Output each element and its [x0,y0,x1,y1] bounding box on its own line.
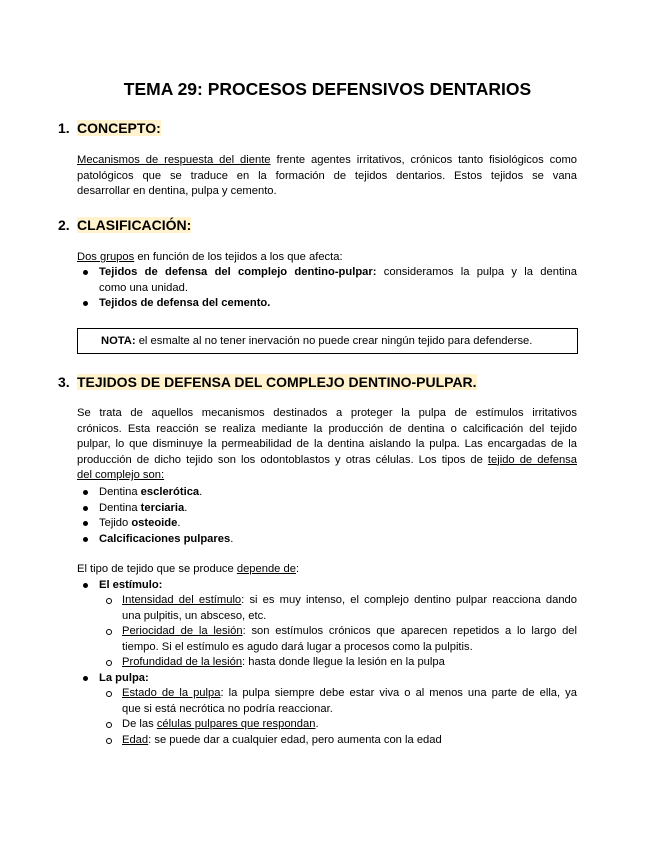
section-2-title: CLASIFICACIÓN: [77,217,192,233]
text-run: consideramos la pulpa y la dentina [376,266,577,278]
section-1-paragraph [77,153,577,200]
text-run: como una unidad. [99,281,188,294]
text-run: que si está necrótica no podría reaccionar. [122,702,333,715]
tissue-types-list [77,485,577,547]
bold-term: Tejidos de defensa del complejo dentino-pulpar: [99,266,377,278]
bold-term: esclerótica [140,486,200,498]
text-run: : hasta donde llegue la lesión en la pulpa [242,656,445,668]
underlined-term: Intensidad del estímulo [122,594,242,606]
paragraph-line: pulpar, lo que disminuye la permeabilidad de la dentina aislando la pulpa. Las encargadas de la [77,438,577,450]
bold-term: Tejidos de defensa del cemento. [99,297,271,309]
bold-term: La pulpa: [99,672,149,684]
note-box [77,328,578,354]
underlined-term: Periocidad de la lesión [122,625,243,637]
text-run: una pulpitis, un absceso, etc. [122,609,267,622]
list-item [100,593,577,624]
document-title: TEMA 29: PROCESOS DEFENSIVOS DENTARIOS [123,79,532,99]
list-item [77,501,577,517]
list-item [77,671,577,687]
section-2-number: 2. [58,217,70,233]
estimulo-sublist [100,593,577,671]
list-item [100,655,577,671]
text-run: : si es muy intenso, el complejo dentino pulpar reacciona dando [241,594,577,606]
list-item [77,532,577,548]
text-run: Tejido [99,517,132,529]
bold-term: Calcificaciones pulpares [99,532,231,545]
list-item [77,296,577,312]
section-1-heading [58,119,161,137]
text-run: . [177,517,181,529]
paragraph-line: Se trata de aquellos mecanismos destinados a proteger la pulpa de estímulos irritativos [77,407,577,419]
text-run: Dentina [99,486,141,498]
underlined-term: Mecanismos de respuesta del diente [77,154,271,166]
underlined-term: depende de [236,563,296,575]
note-text: el esmalte al no tener inervación no puede crear ningún tejido para defenderse. [135,335,533,347]
underlined-term: Dos grupos [77,251,135,263]
list-item [77,516,577,532]
list-item [77,265,577,296]
underlined-term: Edad [122,733,149,746]
text-run: : [295,563,300,575]
estimulo-list [77,578,577,594]
paragraph-line [77,468,577,484]
section-1-number: 1. [58,120,70,136]
list-item [77,578,577,594]
text-run: . [230,532,234,545]
underlined-term: tejido de defensa [487,453,577,466]
section-3-number: 3. [58,374,70,390]
paragraph-line: patológicos que se traduce en la formación de tejidos dentarios. Estos tejidos se vana [77,169,577,182]
underlined-term: células pulpares que respondan [156,718,316,730]
underlined-term: del complejo son: [77,469,165,481]
underlined-term: Estado de la pulpa [122,687,221,699]
text-run: producción de dicho tejido son los odontoblastos y otras células. Los tipos de [77,453,488,466]
list-item [100,686,577,717]
classification-list [77,265,577,312]
list-item [100,624,577,655]
text-run: . [315,718,319,730]
note-label: NOTA: [101,335,136,347]
list-item [77,485,577,501]
bold-term: osteoide [131,517,178,529]
section-3-paragraph [77,406,577,484]
paragraph-line: crónicos. Esta reacción se realiza mediante la producción de dentina o calcificación del tejido [77,422,577,435]
paragraph-line [77,453,577,469]
text-run: El tipo de tejido que se produce [77,563,237,575]
text-run: tiempo. Si el estímulo es agudo dará lugar a procesos como la pulpitis. [122,640,473,653]
text-run: frente agentes irritativos, crónicos tanto fisiológicos como [270,154,577,166]
list-item [100,717,577,733]
text-run: : se puede dar a cualquier edad, pero aumenta con la edad [148,733,442,746]
section-3-heading [58,373,477,391]
pulpa-list [77,671,577,687]
text-run: Dentina [99,501,141,514]
text-run: De las [122,718,157,730]
section-2-intro [77,250,577,266]
text-run: . [199,486,203,498]
paragraph-line: desarrollar en dentina, pulpa y cemento. [77,185,277,197]
section-1-title: CONCEPTO: [77,120,161,136]
text-run: : la pulpa siempre debe estar viva o al menos una parte de ella, ya [220,687,577,699]
section-2-heading [58,216,191,234]
underlined-term: Profundidad de la lesión [122,656,243,668]
list-item [100,733,577,749]
section-3-title: TEJIDOS DE DEFENSA DEL COMPLEJO DENTINO-PULPAR. [77,374,477,390]
depends-intro [77,562,577,578]
bold-term: terciaria [140,501,185,514]
text-run: . [184,501,188,514]
paragraph-line [77,153,577,169]
text-run: : son estímulos crónicos que aparecen repetidos a lo largo del [242,625,577,637]
bold-term: El estímulo: [99,579,163,591]
pulpa-sublist [100,686,577,748]
text-run: en función de los tejidos a los que afecta: [134,251,343,263]
